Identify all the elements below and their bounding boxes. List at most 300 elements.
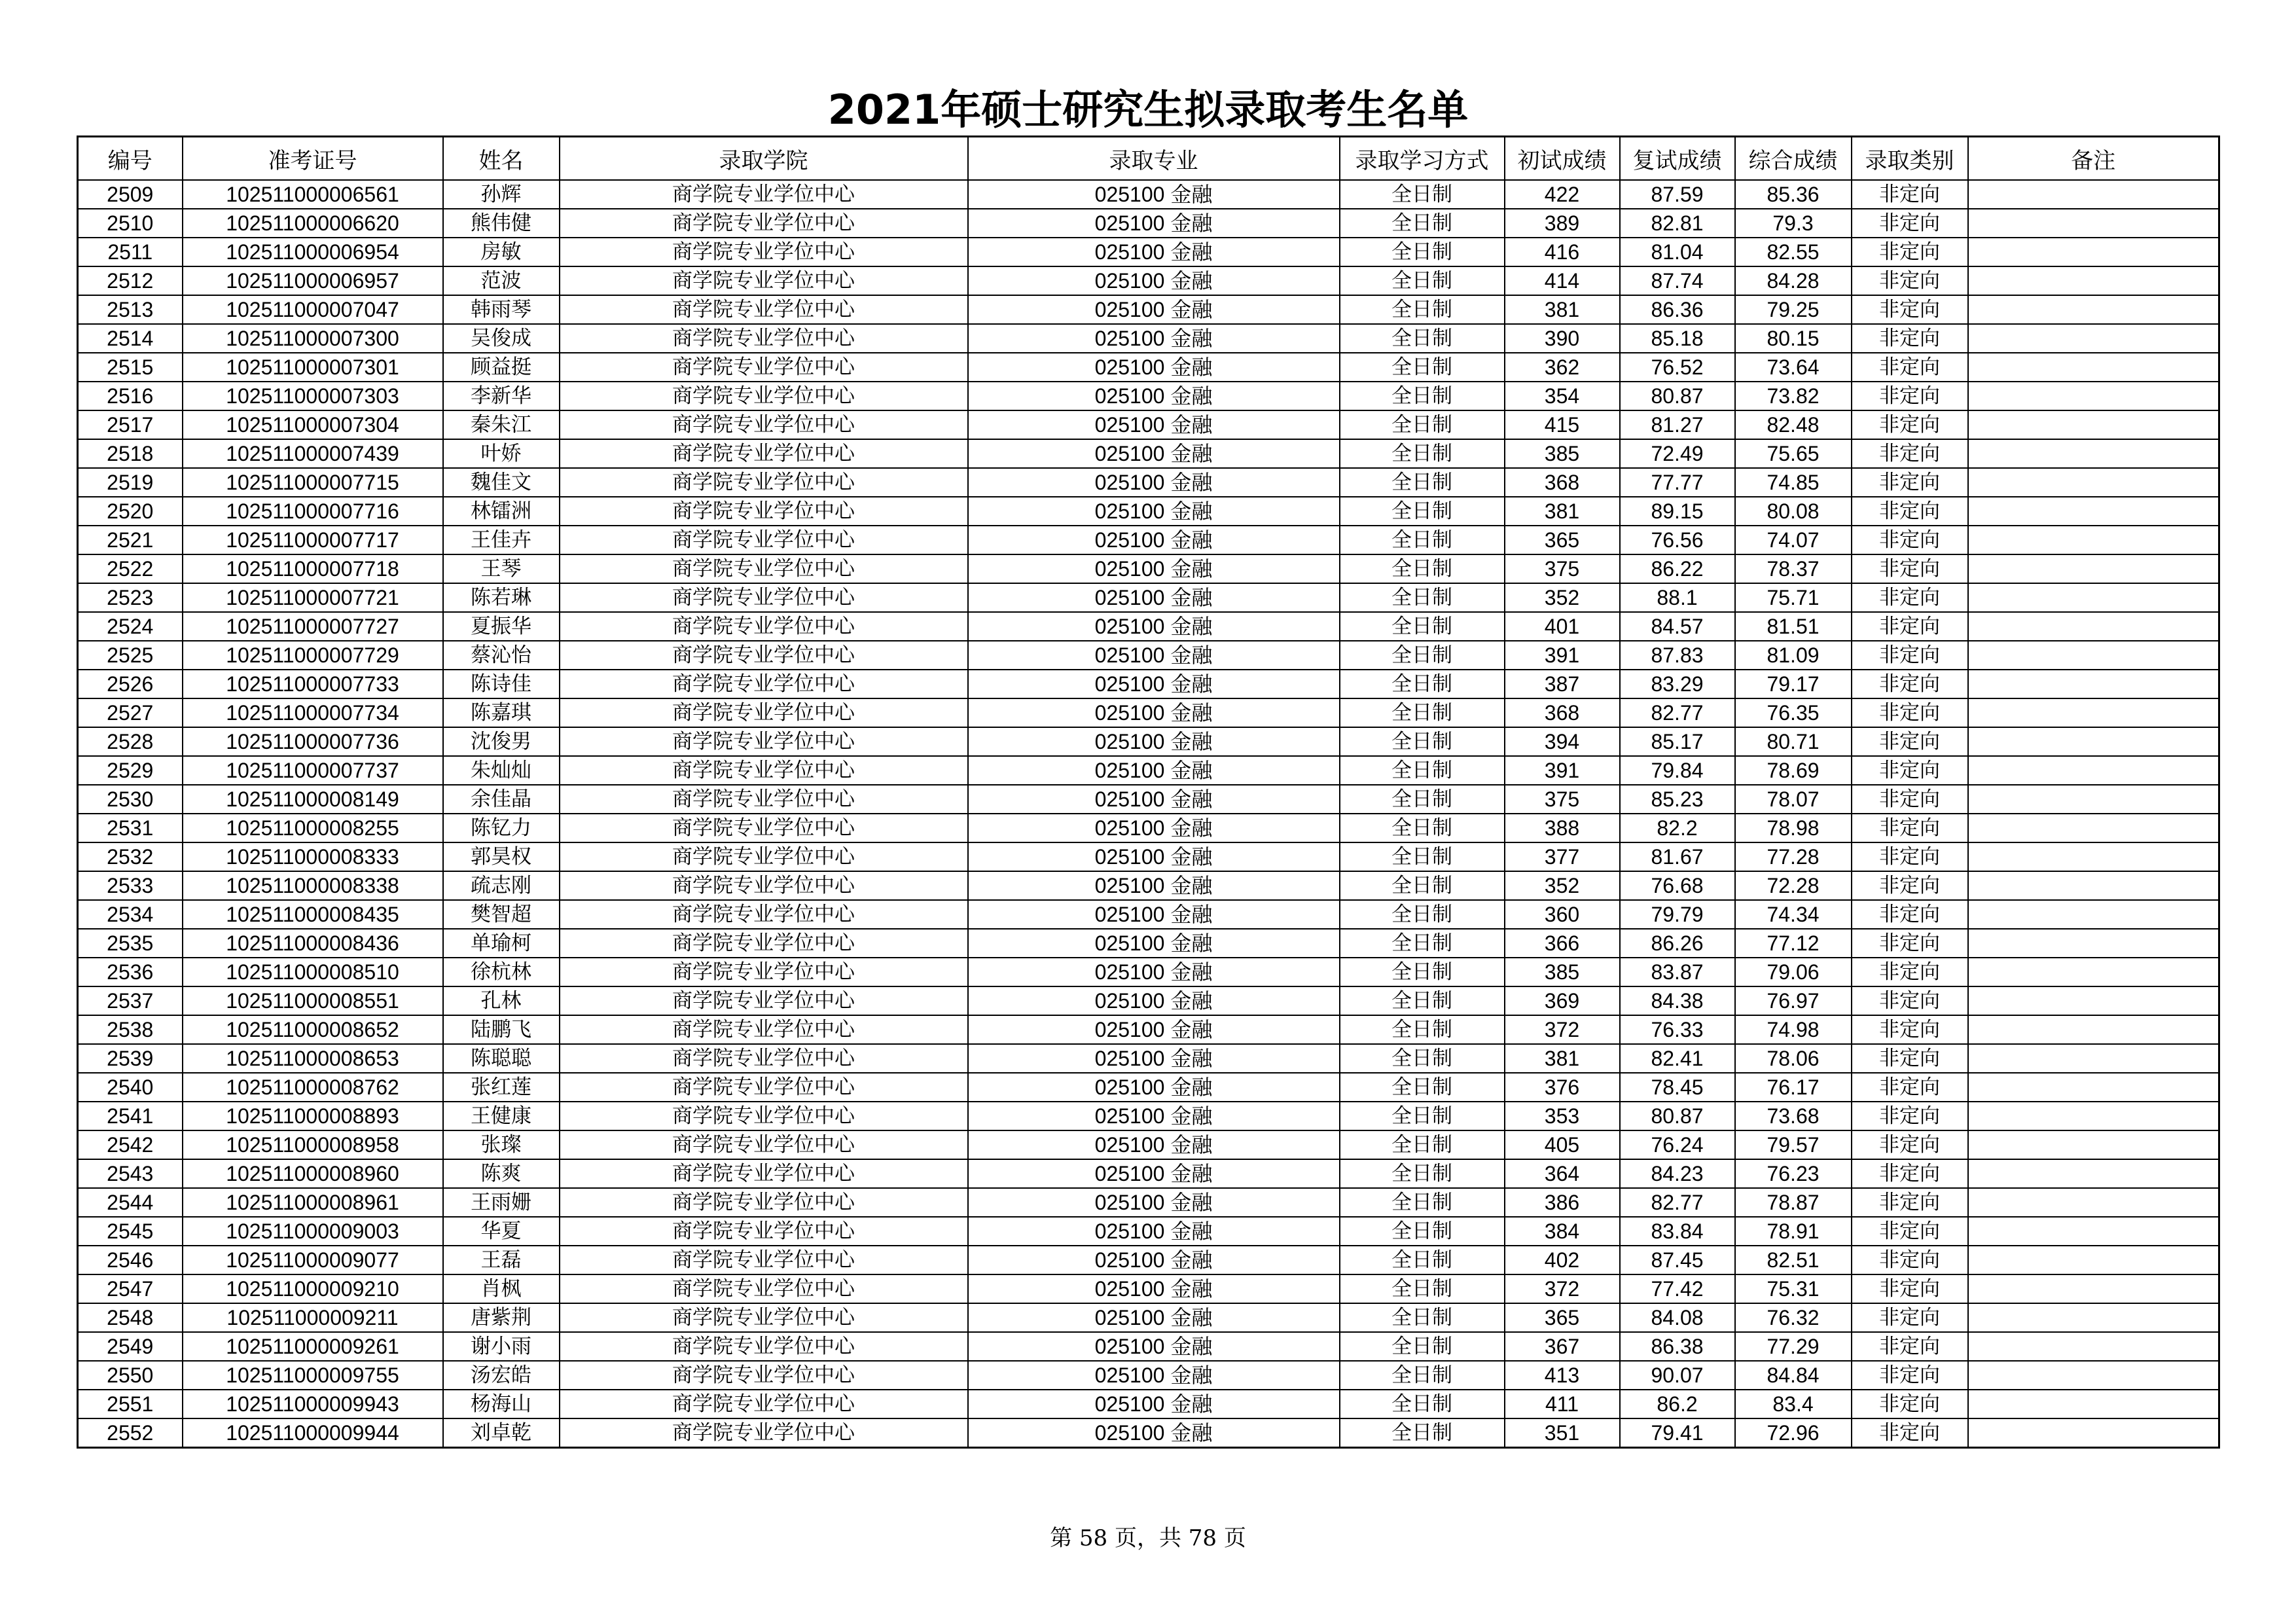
cell-retest-score: 79.79 [1620, 900, 1735, 929]
cell-exam-number: 102511000009755 [183, 1361, 443, 1390]
cell-id: 2539 [78, 1044, 183, 1073]
cell-retest-score: 76.33 [1620, 1015, 1735, 1044]
cell-id: 2530 [78, 785, 183, 814]
cell-name: 熊伟健 [443, 209, 560, 238]
cell-study-mode: 全日制 [1340, 324, 1505, 353]
cell-category: 非定向 [1852, 986, 1968, 1015]
cell-remarks [1968, 986, 2219, 1015]
cell-category: 非定向 [1852, 958, 1968, 986]
cell-exam-number: 102511000007047 [183, 295, 443, 324]
cell-exam-number: 102511000007718 [183, 554, 443, 583]
cell-category: 非定向 [1852, 842, 1968, 871]
cell-remarks [1968, 1332, 2219, 1361]
cell-exam-number: 102511000007737 [183, 756, 443, 785]
cell-study-mode: 全日制 [1340, 727, 1505, 756]
cell-total-score: 79.3 [1735, 209, 1852, 238]
cell-id: 2522 [78, 554, 183, 583]
table-row [78, 1159, 2219, 1188]
cell-exam-number: 102511000006957 [183, 266, 443, 295]
cell-remarks [1968, 1217, 2219, 1246]
cell-major: 025100 金融 [968, 1159, 1340, 1188]
cell-exam-number: 102511000008338 [183, 871, 443, 900]
cell-name: 朱灿灿 [443, 756, 560, 785]
cell-major: 025100 金融 [968, 1044, 1340, 1073]
cell-exam-number: 102511000009944 [183, 1418, 443, 1448]
cell-study-mode: 全日制 [1340, 641, 1505, 670]
cell-total-score: 75.71 [1735, 583, 1852, 612]
cell-name: 徐杭林 [443, 958, 560, 986]
table-row [78, 497, 2219, 526]
cell-exam-number: 102511000008958 [183, 1130, 443, 1159]
cell-remarks [1968, 929, 2219, 958]
table-row [78, 670, 2219, 698]
cell-remarks [1968, 1015, 2219, 1044]
cell-name: 肖枫 [443, 1274, 560, 1303]
cell-category: 非定向 [1852, 814, 1968, 842]
table-row [78, 900, 2219, 929]
cell-initial-score: 391 [1505, 756, 1620, 785]
cell-name: 叶娇 [443, 439, 560, 468]
cell-initial-score: 402 [1505, 1246, 1620, 1274]
cell-name: 郭昊权 [443, 842, 560, 871]
cell-initial-score: 391 [1505, 641, 1620, 670]
cell-major: 025100 金融 [968, 1130, 1340, 1159]
cell-study-mode: 全日制 [1340, 1217, 1505, 1246]
cell-id: 2524 [78, 612, 183, 641]
cell-college: 商学院专业学位中心 [560, 410, 968, 439]
table-row [78, 324, 2219, 353]
cell-category: 非定向 [1852, 1390, 1968, 1418]
table-row [78, 238, 2219, 266]
cell-category: 非定向 [1852, 468, 1968, 497]
cell-study-mode: 全日制 [1340, 871, 1505, 900]
cell-exam-number: 102511000007303 [183, 382, 443, 410]
cell-remarks [1968, 958, 2219, 986]
cell-major: 025100 金融 [968, 1015, 1340, 1044]
cell-total-score: 73.68 [1735, 1102, 1852, 1130]
cell-initial-score: 389 [1505, 209, 1620, 238]
cell-category: 非定向 [1852, 670, 1968, 698]
cell-total-score: 82.48 [1735, 410, 1852, 439]
cell-category: 非定向 [1852, 497, 1968, 526]
cell-college: 商学院专业学位中心 [560, 1015, 968, 1044]
cell-name: 范波 [443, 266, 560, 295]
cell-total-score: 74.85 [1735, 468, 1852, 497]
cell-id: 2533 [78, 871, 183, 900]
table-row [78, 1274, 2219, 1303]
cell-retest-score: 82.81 [1620, 209, 1735, 238]
cell-retest-score: 86.26 [1620, 929, 1735, 958]
cell-study-mode: 全日制 [1340, 698, 1505, 727]
cell-study-mode: 全日制 [1340, 814, 1505, 842]
cell-college: 商学院专业学位中心 [560, 324, 968, 353]
cell-name: 孙辉 [443, 180, 560, 209]
cell-exam-number: 102511000009261 [183, 1332, 443, 1361]
cell-category: 非定向 [1852, 439, 1968, 468]
cell-major: 025100 金融 [968, 266, 1340, 295]
table-row [78, 1130, 2219, 1159]
table-row [78, 439, 2219, 468]
cell-college: 商学院专业学位中心 [560, 929, 968, 958]
cell-id: 2516 [78, 382, 183, 410]
cell-total-score: 74.07 [1735, 526, 1852, 554]
cell-exam-number: 102511000006620 [183, 209, 443, 238]
cell-college: 商学院专业学位中心 [560, 266, 968, 295]
cell-retest-score: 87.59 [1620, 180, 1735, 209]
cell-study-mode: 全日制 [1340, 1188, 1505, 1217]
cell-study-mode: 全日制 [1340, 1274, 1505, 1303]
cell-remarks [1968, 410, 2219, 439]
cell-initial-score: 354 [1505, 382, 1620, 410]
cell-college: 商学院专业学位中心 [560, 670, 968, 698]
cell-college: 商学院专业学位中心 [560, 1418, 968, 1448]
cell-study-mode: 全日制 [1340, 554, 1505, 583]
cell-remarks [1968, 1418, 2219, 1448]
cell-total-score: 81.51 [1735, 612, 1852, 641]
cell-id: 2540 [78, 1073, 183, 1102]
cell-study-mode: 全日制 [1340, 1303, 1505, 1332]
cell-initial-score: 413 [1505, 1361, 1620, 1390]
cell-major: 025100 金融 [968, 929, 1340, 958]
cell-total-score: 78.37 [1735, 554, 1852, 583]
cell-id: 2517 [78, 410, 183, 439]
cell-id: 2528 [78, 727, 183, 756]
cell-remarks [1968, 842, 2219, 871]
cell-name: 吴俊成 [443, 324, 560, 353]
cell-college: 商学院专业学位中心 [560, 468, 968, 497]
cell-retest-score: 88.1 [1620, 583, 1735, 612]
cell-id: 2523 [78, 583, 183, 612]
cell-total-score: 76.35 [1735, 698, 1852, 727]
cell-major: 025100 金融 [968, 439, 1340, 468]
cell-college: 商学院专业学位中心 [560, 497, 968, 526]
cell-college: 商学院专业学位中心 [560, 1130, 968, 1159]
table-row [78, 583, 2219, 612]
cell-major: 025100 金融 [968, 756, 1340, 785]
cell-remarks [1968, 1246, 2219, 1274]
cell-name: 陈聪聪 [443, 1044, 560, 1073]
cell-id: 2551 [78, 1390, 183, 1418]
cell-retest-score: 79.84 [1620, 756, 1735, 785]
cell-retest-score: 83.84 [1620, 1217, 1735, 1246]
cell-initial-score: 387 [1505, 670, 1620, 698]
cell-major: 025100 金融 [968, 958, 1340, 986]
table-row [78, 1102, 2219, 1130]
cell-total-score: 85.36 [1735, 180, 1852, 209]
cell-college: 商学院专业学位中心 [560, 1073, 968, 1102]
cell-retest-score: 90.07 [1620, 1361, 1735, 1390]
cell-name: 刘卓乾 [443, 1418, 560, 1448]
cell-study-mode: 全日制 [1340, 1015, 1505, 1044]
cell-exam-number: 102511000007734 [183, 698, 443, 727]
cell-category: 非定向 [1852, 727, 1968, 756]
cell-study-mode: 全日制 [1340, 266, 1505, 295]
cell-college: 商学院专业学位中心 [560, 353, 968, 382]
table-row [78, 382, 2219, 410]
cell-category: 非定向 [1852, 1073, 1968, 1102]
table-row [78, 554, 2219, 583]
cell-id: 2543 [78, 1159, 183, 1188]
cell-retest-score: 87.83 [1620, 641, 1735, 670]
cell-study-mode: 全日制 [1340, 842, 1505, 871]
cell-total-score: 75.65 [1735, 439, 1852, 468]
cell-major: 025100 金融 [968, 900, 1340, 929]
cell-category: 非定向 [1852, 929, 1968, 958]
cell-college: 商学院专业学位中心 [560, 986, 968, 1015]
cell-retest-score: 82.2 [1620, 814, 1735, 842]
cell-study-mode: 全日制 [1340, 1130, 1505, 1159]
cell-id: 2547 [78, 1274, 183, 1303]
cell-study-mode: 全日制 [1340, 1102, 1505, 1130]
cell-exam-number: 102511000008551 [183, 986, 443, 1015]
cell-name: 王健康 [443, 1102, 560, 1130]
cell-name: 华夏 [443, 1217, 560, 1246]
cell-id: 2536 [78, 958, 183, 986]
cell-category: 非定向 [1852, 382, 1968, 410]
cell-total-score: 80.71 [1735, 727, 1852, 756]
cell-category: 非定向 [1852, 785, 1968, 814]
table-row [78, 180, 2219, 209]
cell-retest-score: 81.04 [1620, 238, 1735, 266]
cell-name: 陈诗佳 [443, 670, 560, 698]
table-row [78, 526, 2219, 554]
cell-major: 025100 金融 [968, 554, 1340, 583]
table-row [78, 871, 2219, 900]
cell-total-score: 78.87 [1735, 1188, 1852, 1217]
cell-exam-number: 102511000006954 [183, 238, 443, 266]
table-row [78, 353, 2219, 382]
cell-id: 2535 [78, 929, 183, 958]
cell-major: 025100 金融 [968, 698, 1340, 727]
cell-college: 商学院专业学位中心 [560, 554, 968, 583]
table-row [78, 468, 2219, 497]
cell-initial-score: 376 [1505, 1073, 1620, 1102]
cell-remarks [1968, 1303, 2219, 1332]
cell-exam-number: 102511000008435 [183, 900, 443, 929]
cell-category: 非定向 [1852, 1361, 1968, 1390]
cell-remarks [1968, 1159, 2219, 1188]
table-row [78, 612, 2219, 641]
cell-major: 025100 金融 [968, 1217, 1340, 1246]
cell-id: 2519 [78, 468, 183, 497]
cell-college: 商学院专业学位中心 [560, 612, 968, 641]
cell-major: 025100 金融 [968, 612, 1340, 641]
header-exam-number: 准考证号 [183, 137, 443, 181]
cell-name: 王磊 [443, 1246, 560, 1274]
table-row [78, 1044, 2219, 1073]
cell-name: 顾益挺 [443, 353, 560, 382]
cell-total-score: 78.91 [1735, 1217, 1852, 1246]
cell-category: 非定向 [1852, 410, 1968, 439]
cell-initial-score: 351 [1505, 1418, 1620, 1448]
cell-name: 单瑜柯 [443, 929, 560, 958]
cell-exam-number: 102511000007439 [183, 439, 443, 468]
cell-category: 非定向 [1852, 295, 1968, 324]
cell-name: 张璨 [443, 1130, 560, 1159]
cell-college: 商学院专业学位中心 [560, 295, 968, 324]
cell-remarks [1968, 209, 2219, 238]
cell-study-mode: 全日制 [1340, 1246, 1505, 1274]
cell-category: 非定向 [1852, 1159, 1968, 1188]
cell-study-mode: 全日制 [1340, 900, 1505, 929]
cell-exam-number: 102511000007715 [183, 468, 443, 497]
cell-major: 025100 金融 [968, 497, 1340, 526]
cell-remarks [1968, 238, 2219, 266]
cell-remarks [1968, 756, 2219, 785]
cell-category: 非定向 [1852, 900, 1968, 929]
table-row [78, 1361, 2219, 1390]
table-row [78, 958, 2219, 986]
cell-retest-score: 72.49 [1620, 439, 1735, 468]
cell-id: 2548 [78, 1303, 183, 1332]
cell-retest-score: 79.41 [1620, 1418, 1735, 1448]
cell-retest-score: 80.87 [1620, 382, 1735, 410]
cell-study-mode: 全日制 [1340, 353, 1505, 382]
cell-id: 2510 [78, 209, 183, 238]
cell-study-mode: 全日制 [1340, 295, 1505, 324]
cell-college: 商学院专业学位中心 [560, 1102, 968, 1130]
cell-category: 非定向 [1852, 1418, 1968, 1448]
cell-initial-score: 365 [1505, 1303, 1620, 1332]
cell-id: 2542 [78, 1130, 183, 1159]
cell-retest-score: 76.68 [1620, 871, 1735, 900]
cell-college: 商学院专业学位中心 [560, 900, 968, 929]
cell-category: 非定向 [1852, 1303, 1968, 1332]
cell-study-mode: 全日制 [1340, 1390, 1505, 1418]
cell-category: 非定向 [1852, 1246, 1968, 1274]
cell-retest-score: 82.41 [1620, 1044, 1735, 1073]
cell-name: 陈若琳 [443, 583, 560, 612]
cell-name: 樊智超 [443, 900, 560, 929]
cell-retest-score: 85.18 [1620, 324, 1735, 353]
cell-college: 商学院专业学位中心 [560, 958, 968, 986]
cell-major: 025100 金融 [968, 727, 1340, 756]
cell-id: 2521 [78, 526, 183, 554]
cell-retest-score: 77.42 [1620, 1274, 1735, 1303]
cell-id: 2538 [78, 1015, 183, 1044]
cell-name: 王琴 [443, 554, 560, 583]
cell-initial-score: 381 [1505, 295, 1620, 324]
cell-college: 商学院专业学位中心 [560, 727, 968, 756]
cell-retest-score: 76.24 [1620, 1130, 1735, 1159]
cell-study-mode: 全日制 [1340, 468, 1505, 497]
cell-name: 陆鹏飞 [443, 1015, 560, 1044]
page-title: 2021年硕士研究生拟录取考生名单 [827, 86, 1469, 134]
cell-id: 2550 [78, 1361, 183, 1390]
header-name: 姓名 [443, 137, 560, 181]
cell-major: 025100 金融 [968, 814, 1340, 842]
cell-total-score: 80.15 [1735, 324, 1852, 353]
cell-total-score: 76.23 [1735, 1159, 1852, 1188]
cell-total-score: 74.34 [1735, 900, 1852, 929]
cell-exam-number: 102511000007736 [183, 727, 443, 756]
header-major: 录取专业 [968, 137, 1340, 181]
cell-college: 商学院专业学位中心 [560, 1246, 968, 1274]
cell-category: 非定向 [1852, 612, 1968, 641]
table-row [78, 295, 2219, 324]
cell-college: 商学院专业学位中心 [560, 1217, 968, 1246]
cell-exam-number: 102511000009077 [183, 1246, 443, 1274]
cell-id: 2518 [78, 439, 183, 468]
cell-category: 非定向 [1852, 238, 1968, 266]
cell-initial-score: 352 [1505, 871, 1620, 900]
cell-remarks [1968, 1361, 2219, 1390]
cell-total-score: 82.51 [1735, 1246, 1852, 1274]
cell-category: 非定向 [1852, 1217, 1968, 1246]
cell-major: 025100 金融 [968, 1332, 1340, 1361]
cell-exam-number: 102511000009943 [183, 1390, 443, 1418]
table-row [78, 1073, 2219, 1102]
cell-id: 2527 [78, 698, 183, 727]
cell-id: 2511 [78, 238, 183, 266]
cell-remarks [1968, 353, 2219, 382]
cell-total-score: 81.09 [1735, 641, 1852, 670]
cell-exam-number: 102511000007729 [183, 641, 443, 670]
cell-total-score: 82.55 [1735, 238, 1852, 266]
cell-id: 2549 [78, 1332, 183, 1361]
cell-study-mode: 全日制 [1340, 785, 1505, 814]
table-row [78, 266, 2219, 295]
header-college: 录取学院 [560, 137, 968, 181]
table-row [78, 1246, 2219, 1274]
cell-name: 陈嘉琪 [443, 698, 560, 727]
cell-total-score: 76.32 [1735, 1303, 1852, 1332]
cell-retest-score: 82.77 [1620, 1188, 1735, 1217]
cell-category: 非定向 [1852, 583, 1968, 612]
table-row [78, 410, 2219, 439]
cell-remarks [1968, 612, 2219, 641]
cell-initial-score: 372 [1505, 1015, 1620, 1044]
cell-college: 商学院专业学位中心 [560, 180, 968, 209]
cell-exam-number: 102511000008333 [183, 842, 443, 871]
table-row [78, 785, 2219, 814]
cell-category: 非定向 [1852, 871, 1968, 900]
cell-id: 2537 [78, 986, 183, 1015]
cell-study-mode: 全日制 [1340, 526, 1505, 554]
cell-initial-score: 368 [1505, 468, 1620, 497]
cell-name: 韩雨琴 [443, 295, 560, 324]
cell-exam-number: 102511000008960 [183, 1159, 443, 1188]
cell-id: 2546 [78, 1246, 183, 1274]
cell-college: 商学院专业学位中心 [560, 871, 968, 900]
cell-category: 非定向 [1852, 353, 1968, 382]
cell-exam-number: 102511000008893 [183, 1102, 443, 1130]
cell-retest-score: 86.36 [1620, 295, 1735, 324]
cell-college: 商学院专业学位中心 [560, 1390, 968, 1418]
header-study-mode: 录取学习方式 [1340, 137, 1505, 181]
cell-remarks [1968, 900, 2219, 929]
cell-name: 蔡沁怡 [443, 641, 560, 670]
cell-study-mode: 全日制 [1340, 209, 1505, 238]
cell-initial-score: 414 [1505, 266, 1620, 295]
cell-category: 非定向 [1852, 324, 1968, 353]
cell-major: 025100 金融 [968, 842, 1340, 871]
cell-retest-score: 85.17 [1620, 727, 1735, 756]
cell-initial-score: 405 [1505, 1130, 1620, 1159]
cell-id: 2541 [78, 1102, 183, 1130]
cell-major: 025100 金融 [968, 382, 1340, 410]
cell-initial-score: 401 [1505, 612, 1620, 641]
cell-remarks [1968, 295, 2219, 324]
cell-total-score: 78.07 [1735, 785, 1852, 814]
cell-total-score: 83.4 [1735, 1390, 1852, 1418]
cell-remarks [1968, 1390, 2219, 1418]
cell-total-score: 77.12 [1735, 929, 1852, 958]
cell-category: 非定向 [1852, 698, 1968, 727]
header-remarks: 备注 [1968, 137, 2219, 181]
cell-remarks [1968, 641, 2219, 670]
cell-name: 王雨姗 [443, 1188, 560, 1217]
